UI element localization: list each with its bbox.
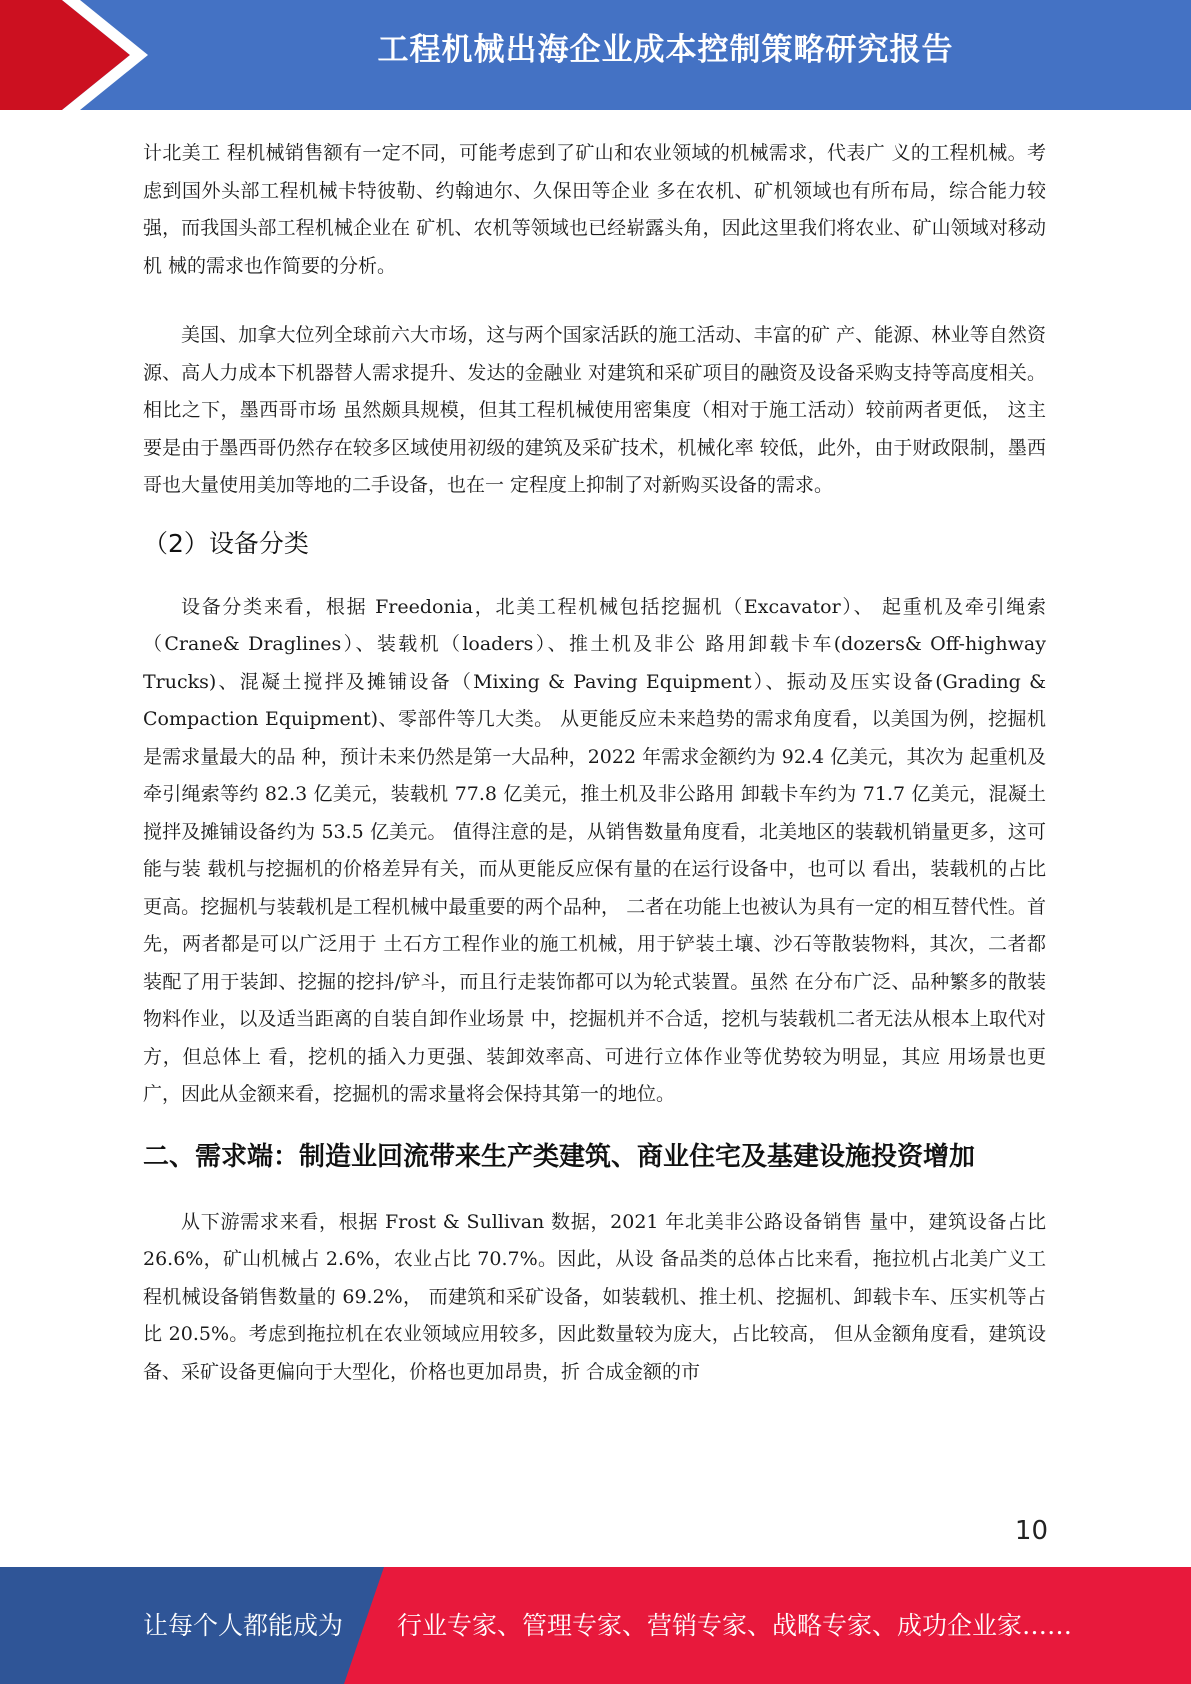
footer-slogan-left: 让每个人都能成为: [143, 1611, 344, 1640]
paragraph-4: 从下游需求来看，根据 Frost & Sullivan 数据，2021 年北美非公路设备销售 量中，建筑设备占比 26.6%，矿山机械占 2.6%，农业占比 70.7%。因此，从设 备品类的总体占比来看，拖拉机占北美广义工程机械设备销售数量的 69.2%， 而建筑和采矿设备，如装载机、推土机、挖掘机、卸载卡车、压实机等占比 20.5%。考虑到拖拉机在农业领域应用较多，因此数量较为庞大，占比较高， 但从金额角度看，建筑设备、采矿设备更偏向于大型化，价格也更加昂贵，折 合成金额的市: [143, 1210, 1046, 1383]
header-arrow-decoration: [0, 0, 200, 110]
paragraph-1: 计北美工 程机械销售额有一定不同，可能考虑到了矿山和农业领域的机械需求，代表广 义的工程机械。考虑到国外头部工程机械卡特彼勒、约翰迪尔、久保田等企业 多在农机、矿机领域也有所布局，综合能力较强，而我国头部工程机械企业在 矿机、农机等领域也已经崭露头角，因此这里我们将农业、矿山领域对移动机 械的需求也作简要的分析。: [143, 142, 1046, 277]
paragraph-3: 设备分类来看，根据 Freedonia，北美工程机械包括挖掘机（Excavator）、 起重机及牵引绳索（Crane& Draglines）、装载机（loaders）、推土机及非公 路用卸载卡车(dozers& Off-highway Trucks)、混凝土搅拌及摊铺设备（Mixing & Paving Equipment）、振动及压实设备(Grading & Compaction Equipment)、零部件等几大类。 从更能反应未来趋势的需求角度看，以美国为例，挖掘机是需求量最大的品 种，预计未来仍然是第一大品种，2022 年需求金额约为 92.4 亿美元，其次为 起重机及牵引绳索等约 82.3 亿美元，装载机 77.8 亿美元，推土机及非公路用 卸载卡车约为 71.7 亿美元，混凝土搅拌及摊铺设备约为 53.5 亿美元。 值得注意的是，从销售数量角度看，北美地区的装载机销量更多，这可能与装 载机与挖掘机的价格差异有关，而从更能反应保有量的在运行设备中，也可以 看出，装载机的占比更高。挖掘机与装载机是工程机械中最重要的两个品种， 二者在功能上也被认为具有一定的相互替代性。首先，两者都是可以广泛用于 土石方工程作业的施工机械，用于铲装土壤、沙石等散装物料，其次，二者都 装配了用于装卸、挖掘的挖抖/铲斗，而且行走装饰都可以为轮式装置。虽然 在分布广泛、品种繁多的散装物料作业，以及适当距离的自装自卸作业场景 中，挖掘机并不合适，挖机与装载机二者无法从根本上取代对方，但总体上 看，挖机的插入力更强、装卸效率高、可进行立体作业等优势较为明显，其应 用场景也更广，因此从金额来看，挖掘机的需求量将会保持其第一的地位。: [143, 595, 1046, 1105]
section-heading-demand: 二、需求端：制造业回流带来生产类建筑、商业住宅及基建设施投资增加: [143, 1141, 976, 1172]
page-content: [143, 135, 1046, 1391]
page-number: 10: [1014, 1516, 1048, 1546]
paragraph-2: 美国、加拿大位列全球前六大市场，这与两个国家活跃的施工活动、丰富的矿 产、能源、林业等自然资源、高人力成本下机器替人需求提升、发达的金融业 对建筑和采矿项目的融资及设备采购支持等高度相关。相比之下，墨西哥市场 虽然颇具规模，但其工程机械使用密集度（相对于施工活动）较前两者更低， 这主要是由于墨西哥仍然存在较多区域使用初级的建筑及采矿技术，机械化率 较低，此外，由于财政限制，墨西哥也大量使用美加等地的二手设备，也在一 定程度上抑制了对新购买设备的需求。: [143, 324, 1046, 496]
report-title: 工程机械出海企业成本控制策略研究报告: [377, 32, 954, 68]
section-heading-equipment: （2）设备分类: [143, 528, 309, 558]
footer-slogan-right: 行业专家、管理专家、营销专家、战略专家、成功企业家……: [397, 1611, 1073, 1640]
page-footer: [0, 1567, 1191, 1684]
page-header: [0, 0, 1191, 110]
